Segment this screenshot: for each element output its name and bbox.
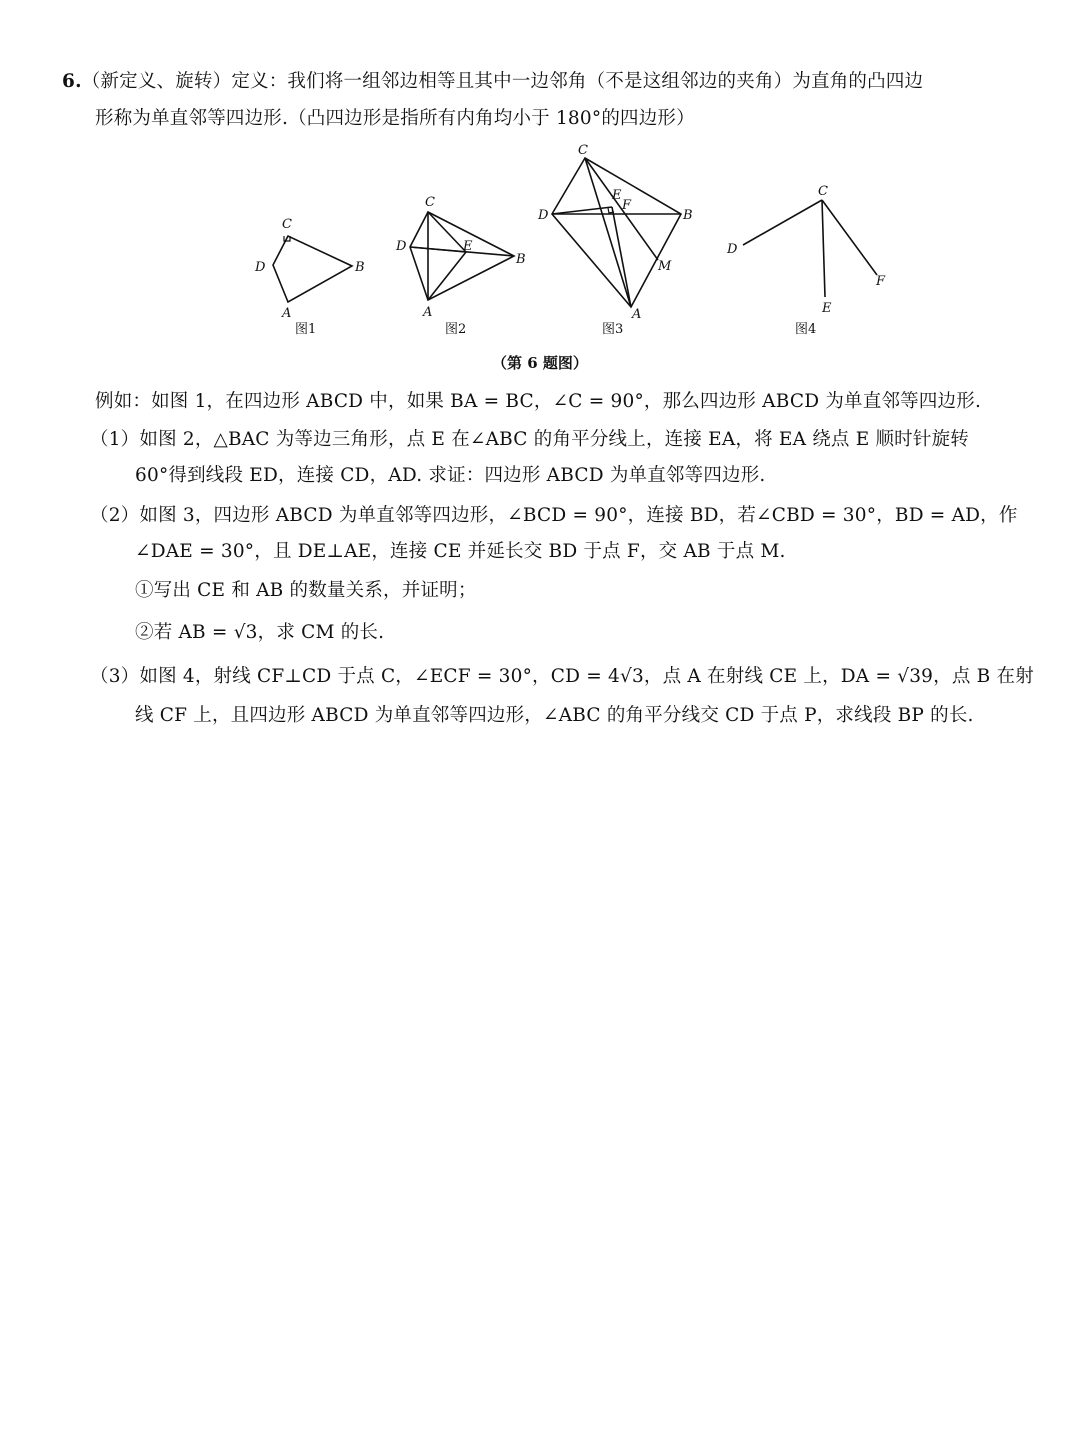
fig3-label-c: C [578, 143, 588, 158]
fig4-label-c: C [818, 184, 828, 199]
fig4-caption: 图4 [795, 322, 817, 337]
figure-caption: （第 6 题图） [492, 354, 588, 372]
fig1-label-d: D [255, 260, 266, 275]
fig2-label-e: E [463, 239, 473, 254]
part1-line1: （1）如图 2，△BAC 为等边三角形，点 E 在∠ABC 的角平分线上，连接 EA，将 EA 绕点 E 顺时针旋转 [90, 429, 969, 450]
geometry-figures [240, 140, 900, 350]
question-intro-line2: 形称为单直邻等四边形.（凸四边形是指所有内角均小于 180°的四边形） [95, 108, 695, 129]
part2-line1: （2）如图 3，四边形 ABCD 为单直邻等四边形，∠BCD = 90°，连接 BD，若∠CBD = 30°，BD = AD，作 [90, 505, 1018, 526]
fig4-label-d: D [727, 242, 738, 257]
fig1-quadrilateral [273, 236, 352, 302]
fig2-caption: 图2 [445, 322, 467, 337]
fig1-caption: 图1 [295, 322, 317, 337]
fig3-label-b: B [683, 208, 693, 223]
fig2-label-b: B [516, 252, 526, 267]
figure-group [240, 140, 900, 350]
fig3-label-d: D [538, 208, 549, 223]
fig2-segment-de [410, 247, 466, 252]
question-intro-line1 [62, 70, 923, 94]
fig2-segment-ea [428, 252, 466, 300]
figure-1 [254, 217, 365, 337]
fig4-ray-cf [822, 200, 877, 275]
fig1-label-c: C [282, 217, 292, 232]
fig2-label-a: A [423, 305, 433, 320]
fig4-ray-cd [743, 200, 822, 245]
fig3-label-e: E [612, 188, 622, 203]
figure-2 [395, 195, 526, 337]
part1-line2: 60°得到线段 ED，连接 CD，AD. 求证：四边形 ABCD 为单直邻等四边形. [135, 465, 766, 486]
part3-line1: （3）如图 4，射线 CF⊥CD 于点 C，∠ECF = 30°，CD = 4√3，点 A 在射线 CE 上，DA = √39，点 B 在射 [90, 666, 1034, 687]
fig3-segment-de [552, 207, 612, 214]
part2-line2: ∠DAE = 30°，且 DE⊥AE，连接 CE 并延长交 BD 于点 F，交 AB 于点 M. [135, 541, 786, 562]
figure-3 [537, 143, 693, 337]
part2-sub1: ①写出 CE 和 AB 的数量关系，并证明； [135, 580, 477, 601]
example-text: 例如：如图 1，在四边形 ABCD 中，如果 BA = BC，∠C = 90°，那么四边形 ABCD 为单直邻等四边形. [95, 391, 982, 412]
part2-sub2: ②若 AB = √3，求 CM 的长. [135, 622, 385, 643]
fig4-label-e: E [822, 301, 832, 316]
figure-4 [726, 184, 886, 337]
fig3-label-f: F [622, 198, 632, 213]
fig2-label-d: D [396, 239, 407, 254]
question-intro-text1: （新定义、旋转）定义：我们将一组邻边相等且其中一边邻角（不是这组邻边的夹角）为直角的凸四边 [81, 71, 924, 92]
question-number: 6. [62, 71, 82, 92]
fig3-label-a: A [632, 307, 642, 322]
fig1-label-b: B [355, 260, 365, 275]
fig2-label-c: C [425, 195, 435, 210]
fig4-label-f: F [876, 274, 886, 289]
part3-line2: 线 CF 上，且四边形 ABCD 为单直邻等四边形，∠ABC 的角平分线交 CD 于点 P，求线段 BP 的长. [135, 705, 974, 726]
fig2-segment-ce [428, 212, 466, 252]
fig4-ray-ce [822, 200, 825, 297]
fig3-label-m: M [658, 259, 672, 274]
fig3-caption: 图3 [602, 322, 624, 337]
fig1-label-a: A [282, 306, 292, 321]
